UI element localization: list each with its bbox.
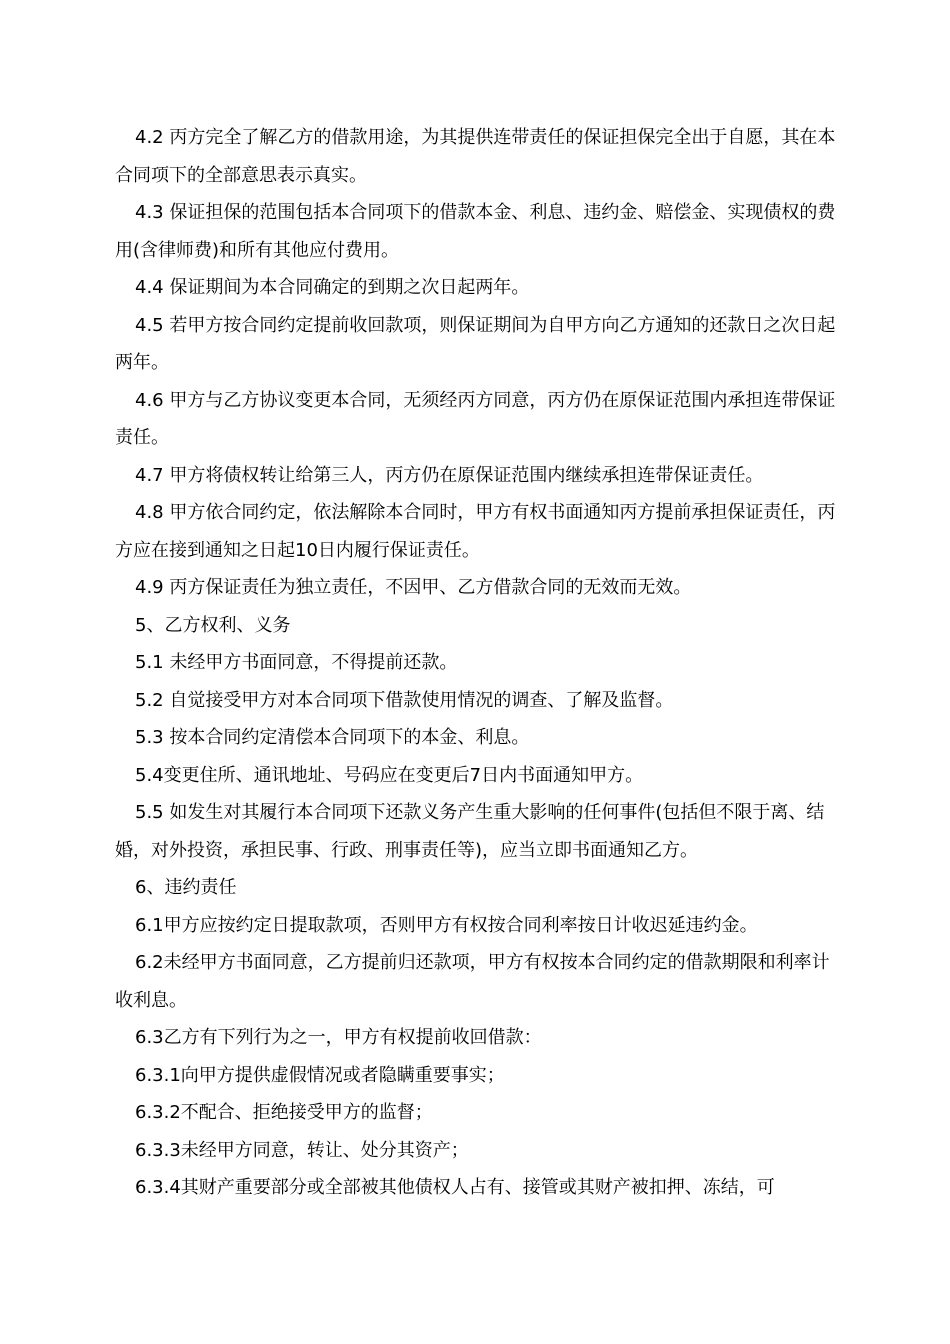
- clause-4-2: 4.2 丙方完全了解乙方的借款用途，为其提供连带责任的保证担保完全出于自愿，其在本合同项下的全部意思表示真实。: [115, 127, 836, 186]
- clause-4-7: 4.7 甲方将债权转让给第三人，丙方仍在原保证范围内继续承担连带保证责任。: [135, 464, 764, 486]
- clause-6-3-1: 6.3.1向甲方提供虚假情况或者隐瞒重要事实；: [135, 1064, 505, 1086]
- document-body: [115, 119, 840, 1207]
- clause-6-1: 6.1甲方应按约定日提取款项，否则甲方有权按合同利率按日计收迟延违约金。: [135, 914, 758, 936]
- clause-5-2: 5.2 自觉接受甲方对本合同项下借款使用情况的调查、了解及监督。: [135, 689, 674, 711]
- clause-4-5: 4.5 若甲方按合同约定提前收回款项，则保证期间为自甲方向乙方通知的还款日之次日起两年。: [115, 314, 836, 373]
- clause-5-3: 5.3 按本合同约定清偿本合同项下的本金、利息。: [135, 727, 530, 748]
- clause-5-4: 5.4变更住所、通讯地址、号码应在变更后7日内书面通知甲方。: [135, 764, 644, 786]
- clause-4-9: 4.9 丙方保证责任为独立责任，不因甲、乙方借款合同的无效而无效。: [135, 577, 692, 598]
- clause-6-3-4: 6.3.4其财产重要部分或全部被其他债权人占有、接管或其财产被扣押、冻结，可: [135, 1177, 775, 1198]
- clause-5-1: 5.1 未经甲方书面同意，不得提前还款。: [135, 652, 458, 673]
- clause-6-2: 6.2未经甲方书面同意，乙方提前归还款项，甲方有权按本合同约定的借款期限和利率计收利息。: [115, 952, 830, 1011]
- clause-4-4: 4.4 保证期间为本合同确定的到期之次日起两年。: [135, 277, 530, 298]
- clause-6-3-3: 6.3.3未经甲方同意，转让、处分其资产；: [135, 1139, 469, 1161]
- section-6-heading: 6、违约责任: [135, 877, 237, 898]
- clause-6-3: 6.3乙方有下列行为之一，甲方有权提前收回借款：: [135, 1027, 542, 1048]
- clause-4-6: 4.6 甲方与乙方协议变更本合同，无须经丙方同意，丙方仍在原保证范围内承担连带保证责任。: [115, 389, 836, 448]
- clause-5-5: 5.5 如发生对其履行本合同项下还款义务产生重大影响的任何事件(包括但不限于离、结婚，对外投资，承担民事、行政、刑事责任等)，应当立即书面通知乙方。: [115, 802, 825, 861]
- clause-4-8: 4.8 甲方依合同约定，依法解除本合同时，甲方有权书面通知丙方提前承担保证责任，丙方应在接到通知之日起10日内履行保证责任。: [115, 502, 836, 561]
- clause-6-3-2: 6.3.2不配合、拒绝接受甲方的监督；: [135, 1102, 433, 1123]
- clause-4-3: 4.3 保证担保的范围包括本合同项下的借款本金、利息、违约金、赔偿金、实现债权的费用(含律师费)和所有其他应付费用。: [115, 202, 836, 261]
- section-5-heading: 5、乙方权利、义务: [135, 614, 291, 636]
